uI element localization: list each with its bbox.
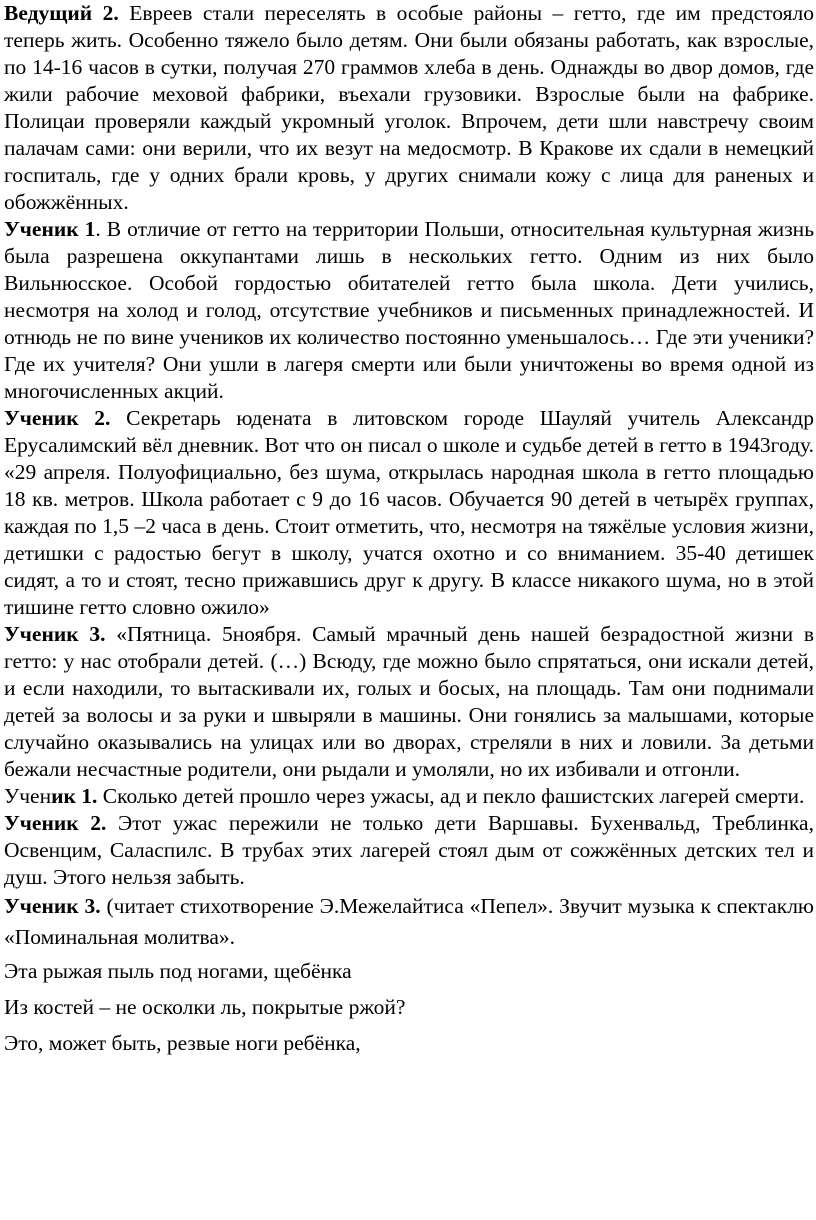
paragraph-student-1-second xyxy=(4,783,814,810)
paragraph-student-3-second xyxy=(4,891,814,953)
paragraph-text: Секретарь юдената в литовском городе Шауляй учитель Александр Ерусалимский вёл дневник. Вот что он писал о школе и судьбе детей в гетто в 1943году. «29 апреля. Полуофициально, без шума, открылась народная школа в гетто площадью 18 кв. метров. Школа работает с 9 до 16 часов. Обучается 90 детей в четырёх группах, каждая по 1,5 –2 часа в день. Стоит отметить, что, несмотря на тяжёлые условия жизни, детишки с радостью бегут в школу, учатся охотно и со вниманием. 35-40 детишек сидят, а то и стоят, тесно прижавшись друг к другу. В классе никакого шума, но в этой тишине гетто словно ожило» xyxy=(4,406,814,619)
speaker-label-plain: Учен xyxy=(4,784,52,808)
paragraph-student-2 xyxy=(4,405,814,621)
speaker-label: Ученик 3. xyxy=(4,622,106,646)
verse-line-3: Это, может быть, резвые ноги ребёнка, xyxy=(4,1031,361,1055)
paragraph-text: Евреев стали переселять в особые районы – гетто, где им предстояло теперь жить. Особенно тяжело было детям. Они были обязаны работать, как взрослые, по 14-16 часов в сутки, получая 270 граммов хлеба в день. Однажды во двор домов, где жили рабочие меховой фабрики, въехали грузовики. Взрослые были на фабрике. Полицаи проверяли каждый укромный уголок. Впрочем, дети шли навстречу своим палачам сами: они верили, что их везут на медосмотр. В Кракове их сдали в немецкий госпиталь, где у одних брали кровь, у других снимали кожу с лица для раненых и обожжённых. xyxy=(4,1,814,214)
verse-line-1: Эта рыжая пыль под ногами, щебёнка xyxy=(4,959,352,983)
speaker-label: Ведущий 2. xyxy=(4,1,119,25)
speaker-label: Ученик 3. xyxy=(4,894,101,918)
speaker-label: Ученик 2. xyxy=(4,406,111,430)
paragraph-text: Сколько детей прошло через ужасы, ад и пекло фашистских лагерей смерти. xyxy=(97,784,805,808)
verse-line-2: Из костей – не осколки ль, покрытые ржой? xyxy=(4,995,406,1019)
speaker-label: Ученик 2. xyxy=(4,811,107,835)
paragraph-student-1 xyxy=(4,216,814,405)
paragraph-text: (читает стихотворение Э.Межелайтиса «Пепел». Звучит музыка к спектаклю «Поминальная молитва». xyxy=(4,894,814,949)
paragraph-text: «Пятница. 5ноября. Самый мрачный день нашей безрадостной жизни в гетто: у нас отобрали детей. (…) Всюду, где можно было спрятаться, они искали детей, и если находили, то вытаскивали их, голых и босых, на площадь. Там они поднимали детей за волосы и за руки и швыряли в машины. Они гонялись за малышами, которые случайно оказывались на улицах или во дворах, стреляли в них и ловили. За детьми бежали несчастные родители, они рыдали и умоляли, но их избивали и отгонли. xyxy=(4,622,814,781)
paragraph-host-2 xyxy=(4,0,814,216)
paragraph-text: . В отличие от гетто на территории Польши, относительная культурная жизнь была разрешена оккупантами лишь в нескольких гетто. Одним из них было Вильнюсское. Особой гордостью обитателей гетто была школа. Дети учились, несмотря на холод и голод, отсутствие учебников и письменных принадлежностей. И отнюдь не по вине учеников их количество постоянно уменьшалось… Где эти ученики? Где их учителя? Они ушли в лагеря смерти или были уничтожены во время одной из многочисленных акций. xyxy=(4,217,814,403)
speaker-label: ик 1. xyxy=(51,784,98,808)
paragraph-student-2-second xyxy=(4,810,814,891)
paragraph-student-3 xyxy=(4,621,814,783)
speaker-label: Ученик 1 xyxy=(4,217,96,241)
paragraph-text: Этот ужас пережили не только дети Варшавы. Бухенвальд, Треблинка, Освенцим, Саласпилс. В трубах этих лагерей стоял дым от сожжённых детских тел и душ. Этого нельзя забыть. xyxy=(4,811,814,889)
